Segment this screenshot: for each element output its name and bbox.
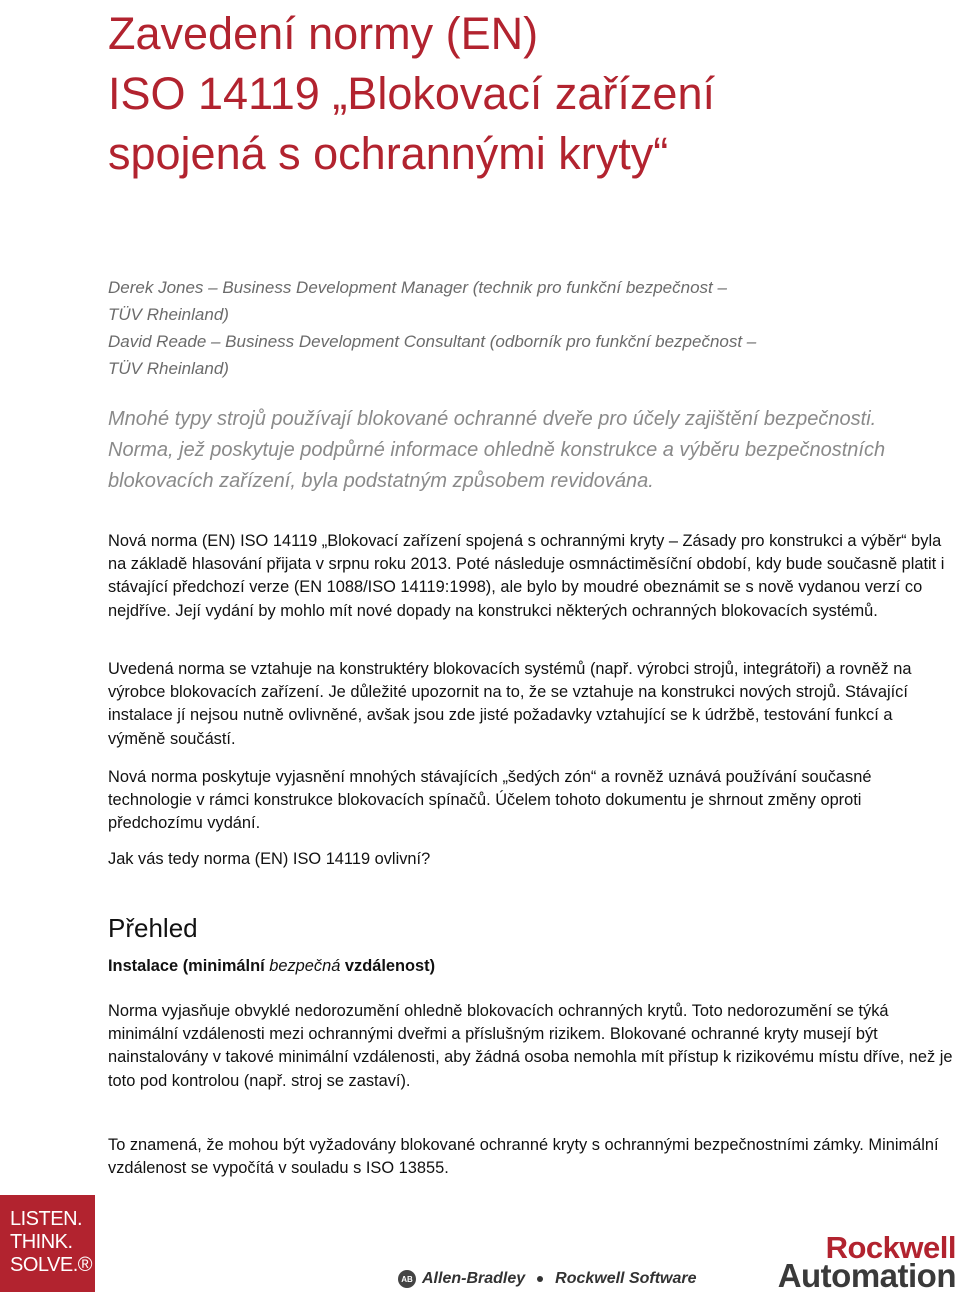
title-line-3: spojená s ochrannými kryty“ xyxy=(108,128,669,179)
authors-block xyxy=(108,274,908,382)
listen-think-solve-logo xyxy=(0,1195,95,1292)
brand-strip xyxy=(398,1268,697,1290)
title-line-1: Zavedení normy (EN) xyxy=(108,8,539,59)
author-line: TÜV Rheinland) xyxy=(108,305,229,324)
paragraph-distance: Norma vyjasňuje obvyklé nedorozumění ohledně blokovacích ochranných krytů. Toto nedorozumění se týká minimální vzdálenosti mezi ochrannými dveřmi a příslušným rizikem. Blokované ochranné kryty musejí být nainstalovány v takové minimální vzdálenosti, aby žádná osoba nemohla mít přístup k rizikovému místu dříve, než je toto pod kontrolou (např. stroj se zastaví). xyxy=(108,1002,953,1090)
allen-bradley-icon: AB xyxy=(398,1270,416,1288)
subhead-part-c: vzdálenost) xyxy=(340,957,436,975)
logo-text-solve: SOLVE.® xyxy=(10,1254,93,1276)
paragraph-question: Jak vás tedy norma (EN) ISO 14119 ovlivní? xyxy=(108,850,431,868)
author-line: TÜV Rheinland) xyxy=(108,359,229,378)
separator-dot-icon xyxy=(537,1276,543,1282)
logo-text-rockwell: Rockwell xyxy=(825,1230,956,1265)
paragraph-locks: To znamená, že mohou být vyžadovány blokované ochranné kryty s ochrannými bezpečnostními zámky. Minimální vzdálenost se vypočítá v souladu s ISO 13855. xyxy=(108,1136,939,1178)
logo-text-think: THINK. xyxy=(10,1231,73,1253)
author-line: Derek Jones – Business Development Manager (technik pro funkční bezpečnost – xyxy=(108,278,727,297)
author-line: David Reade – Business Development Consultant (odborník pro funkční bezpečnost – xyxy=(108,332,757,351)
intro-paragraph: Mnohé typy strojů používají blokované ochranné dveře pro účely zajištění bezpečnosti. Norma, jež poskytuje podpůrné informace ohledně konstrukce a výběru bezpečnostních blokovacích zařízení, byla podstatným způsobem revidována. xyxy=(108,408,886,492)
paragraph-new-standard: Nová norma (EN) ISO 14119 „Blokovací zařízení spojená s ochrannými kryty – Zásady pro konstrukci a výběr“ byla na základě hlasování přijata v srpnu roku 2013. Poté následuje osmnáctiměsíční období, kdy bude současně platit i stávající předchozí verze (EN 1088/ISO 14119:1998), ale bylo by moudré obeznámit se s nově vydanou verzí co nejdříve. Její vydání by mohlo mít nové dopady na konstrukci některých ochranných blokovacích systémů. xyxy=(108,532,945,620)
logo-text-automation: Automation xyxy=(777,1257,956,1294)
paragraph-purpose: Nová norma poskytuje vyjasnění mnohých stávajících „šedých zón“ a rovněž uznává používání současné technologie v rámci konstrukce blokovacích spínačů. Účelem tohoto dokumentu je shrnout změny oproti předchozímu vydání. xyxy=(108,768,872,833)
rockwell-automation-logo xyxy=(777,1230,956,1294)
document-title xyxy=(108,4,948,184)
subheading-installation xyxy=(108,955,435,978)
subhead-part-a: Instalace (minimální xyxy=(108,957,270,975)
brand-allen-bradley: Allen-Bradley xyxy=(422,1270,526,1287)
section-title-overview: Přehled xyxy=(108,913,198,943)
subhead-part-b: bezpečná xyxy=(269,957,341,975)
paragraph-scope: Uvedená norma se vztahuje na konstruktéry blokovacích systémů (např. výrobci strojů, integrátoři) a rovněž na výrobce blokovacích zařízení. Je důležité upozornit na to, že se vztahuje na konstrukci nových strojů. Stávající instalace jí nejsou nutně ovlivněné, avšak jsou zde jisté požadavky vztahující se k údržbě, testování funkcí a výměně součástí. xyxy=(108,660,912,748)
title-line-2: ISO 14119 „Blokovací zařízení xyxy=(108,68,715,119)
logo-text-listen: LISTEN. xyxy=(10,1208,83,1230)
brand-rockwell-software: Rockwell Software xyxy=(555,1270,697,1287)
